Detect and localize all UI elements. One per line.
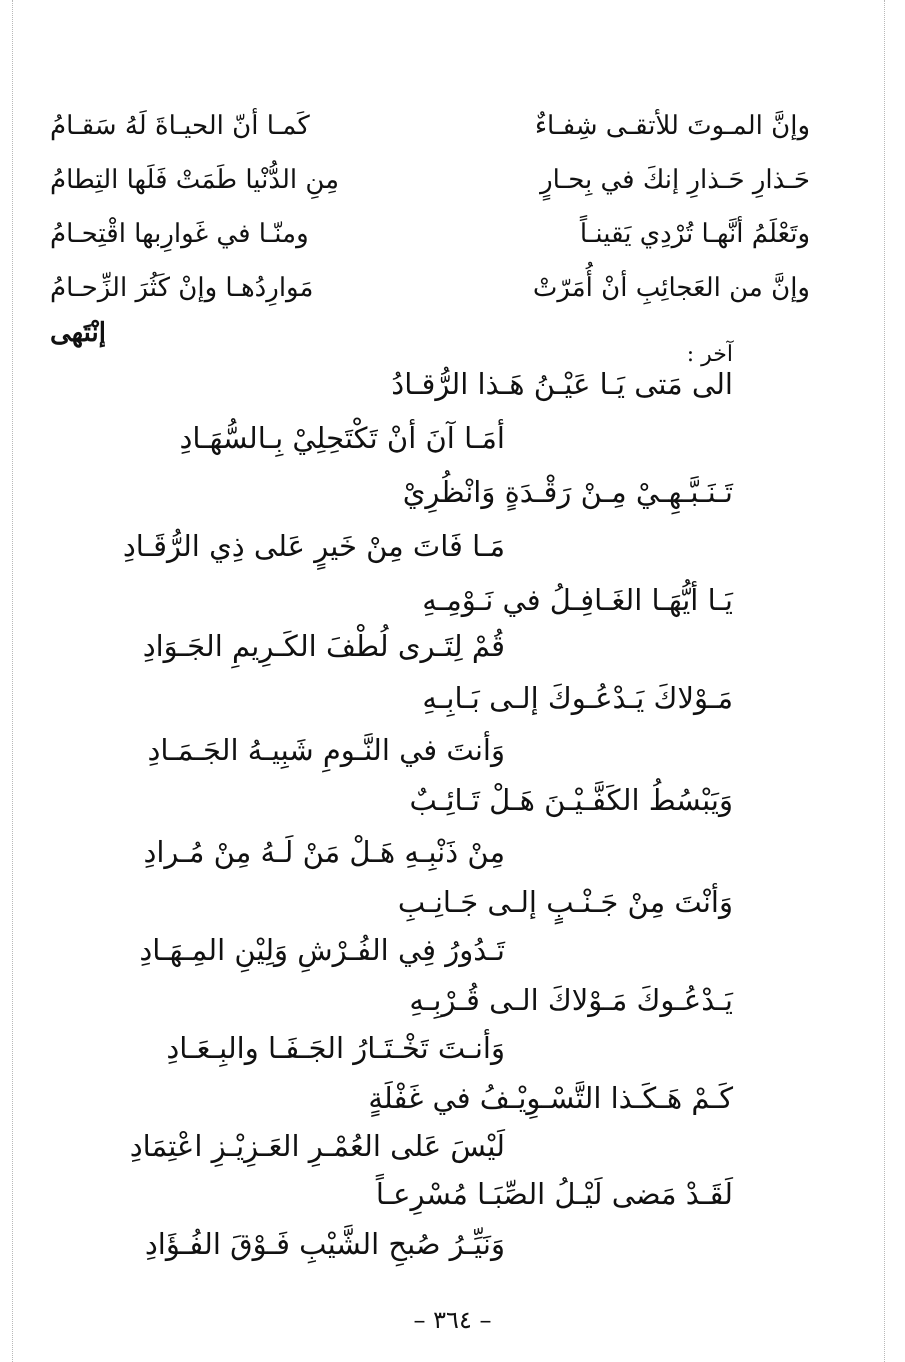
left-scan-border: [12, 0, 13, 1362]
poem-line: وَنَيِّـرُ صُبحِ الشَّيْبِ فَـوْقَ الفُـؤَادِ: [144, 1227, 505, 1261]
poem-line: كَـمْ هَـكَـذا التَّسْـوِيْـفُ في غَفْلَةٍ: [368, 1081, 733, 1115]
poem-line: وَيَبْسُطُ الكَفَّـيْـنَ هَـلْ تَـائِـبٌ: [409, 783, 733, 817]
verse-second-hemistich: ومنّـا في غَوارِبها اقْتِحـامُ: [50, 219, 309, 249]
poem-line: أمَـا آنَ أنْ تَكْتَحِلِيْ بِـالسُّهَـادِ: [179, 421, 505, 455]
poem-line: لَقَـدْ مَضى لَيْـلُ الصِّبَـا مُسْرِعـاً: [375, 1177, 733, 1211]
page-number: – ٣٦٤ –: [413, 1306, 492, 1334]
right-scan-border: [884, 0, 885, 1362]
verse-second-hemistich: مِنِ الدُّنْيا طَمَتْ فَلَها التِطامُ: [50, 165, 340, 195]
poem-line: تَـدُورُ فِي الفُـرْشِ وَلِيْنِ المِـهَـادِ: [139, 933, 505, 967]
verse-first-hemistich: وإنَّ المـوتَ للأتقـى شِفـاءٌ: [534, 111, 810, 141]
verse-second-hemistich: مَوارِدُهـا وإنْ كَثُرَ الزِّحـامُ: [50, 273, 314, 303]
poem-line: الى مَتى يَـا عَيْـنُ هَـذا الرُّقـادُ: [391, 367, 733, 401]
poem-line: تَـنَـبَّـهِـيْ مِـنْ رَقْـدَةٍ وَانْظُرِيْ: [402, 475, 733, 509]
poem-line: لَيْسَ عَلى العُمْـرِ العَـزِيْـزِ اعْتِمَادِ: [129, 1129, 505, 1163]
poem-line: يَـدْعُـوكَ مَـوْلاكَ الـى قُـرْبِـهِ: [409, 983, 733, 1017]
verse-second-hemistich: كَمـا أنّ الحيـاةَ لَهُ سَقـامُ: [50, 111, 310, 141]
poem-line: قُمْ لِتَـرى لُطْفَ الكَـرِيمِ الجَـوَادِ: [142, 629, 505, 663]
poem-line: مَـا فَاتَ مِنْ خَيرٍ عَلى ذِي الرُّقَـادِ: [122, 529, 505, 563]
poem-line: وَأنـتَ تَخْـتَـارُ الجَـفَـا والبِـعَـادِ: [166, 1031, 505, 1065]
verse-first-hemistich: حَـذارِ حَـذارِ إنكَ في بِحـارٍ: [540, 165, 810, 195]
verse-first-hemistich: وتَعْلَمُ أنَّهـا تُرْدِي يَقينـاً: [579, 219, 810, 249]
poem-line: وَأنْتَ مِنْ جَـنْـبٍ إلـى جَـانِـبِ: [397, 885, 733, 919]
poem-line: مَـوْلاكَ يَـدْعُـوكَ إلـى بَـابِـهِ: [422, 681, 733, 715]
section-label: آخر :: [686, 342, 733, 367]
end-marker: إنْتَهى: [50, 318, 106, 348]
verse-first-hemistich: وإنَّ من العَجائِبِ أنْ أُمَرّتْ: [532, 273, 810, 303]
poem-line: مِنْ ذَنْبِـهِ هَـلْ مَنْ لَـهُ مِنْ مُـرادِ: [143, 835, 505, 869]
poem-line: يَـا أيُّهَـا الغَـافِـلُ في نَـوْمِـهِ: [422, 583, 733, 617]
poem-line: وَأنتَ في النَّـومِ شَبِيـهُ الجَـمَـادِ: [147, 733, 505, 767]
